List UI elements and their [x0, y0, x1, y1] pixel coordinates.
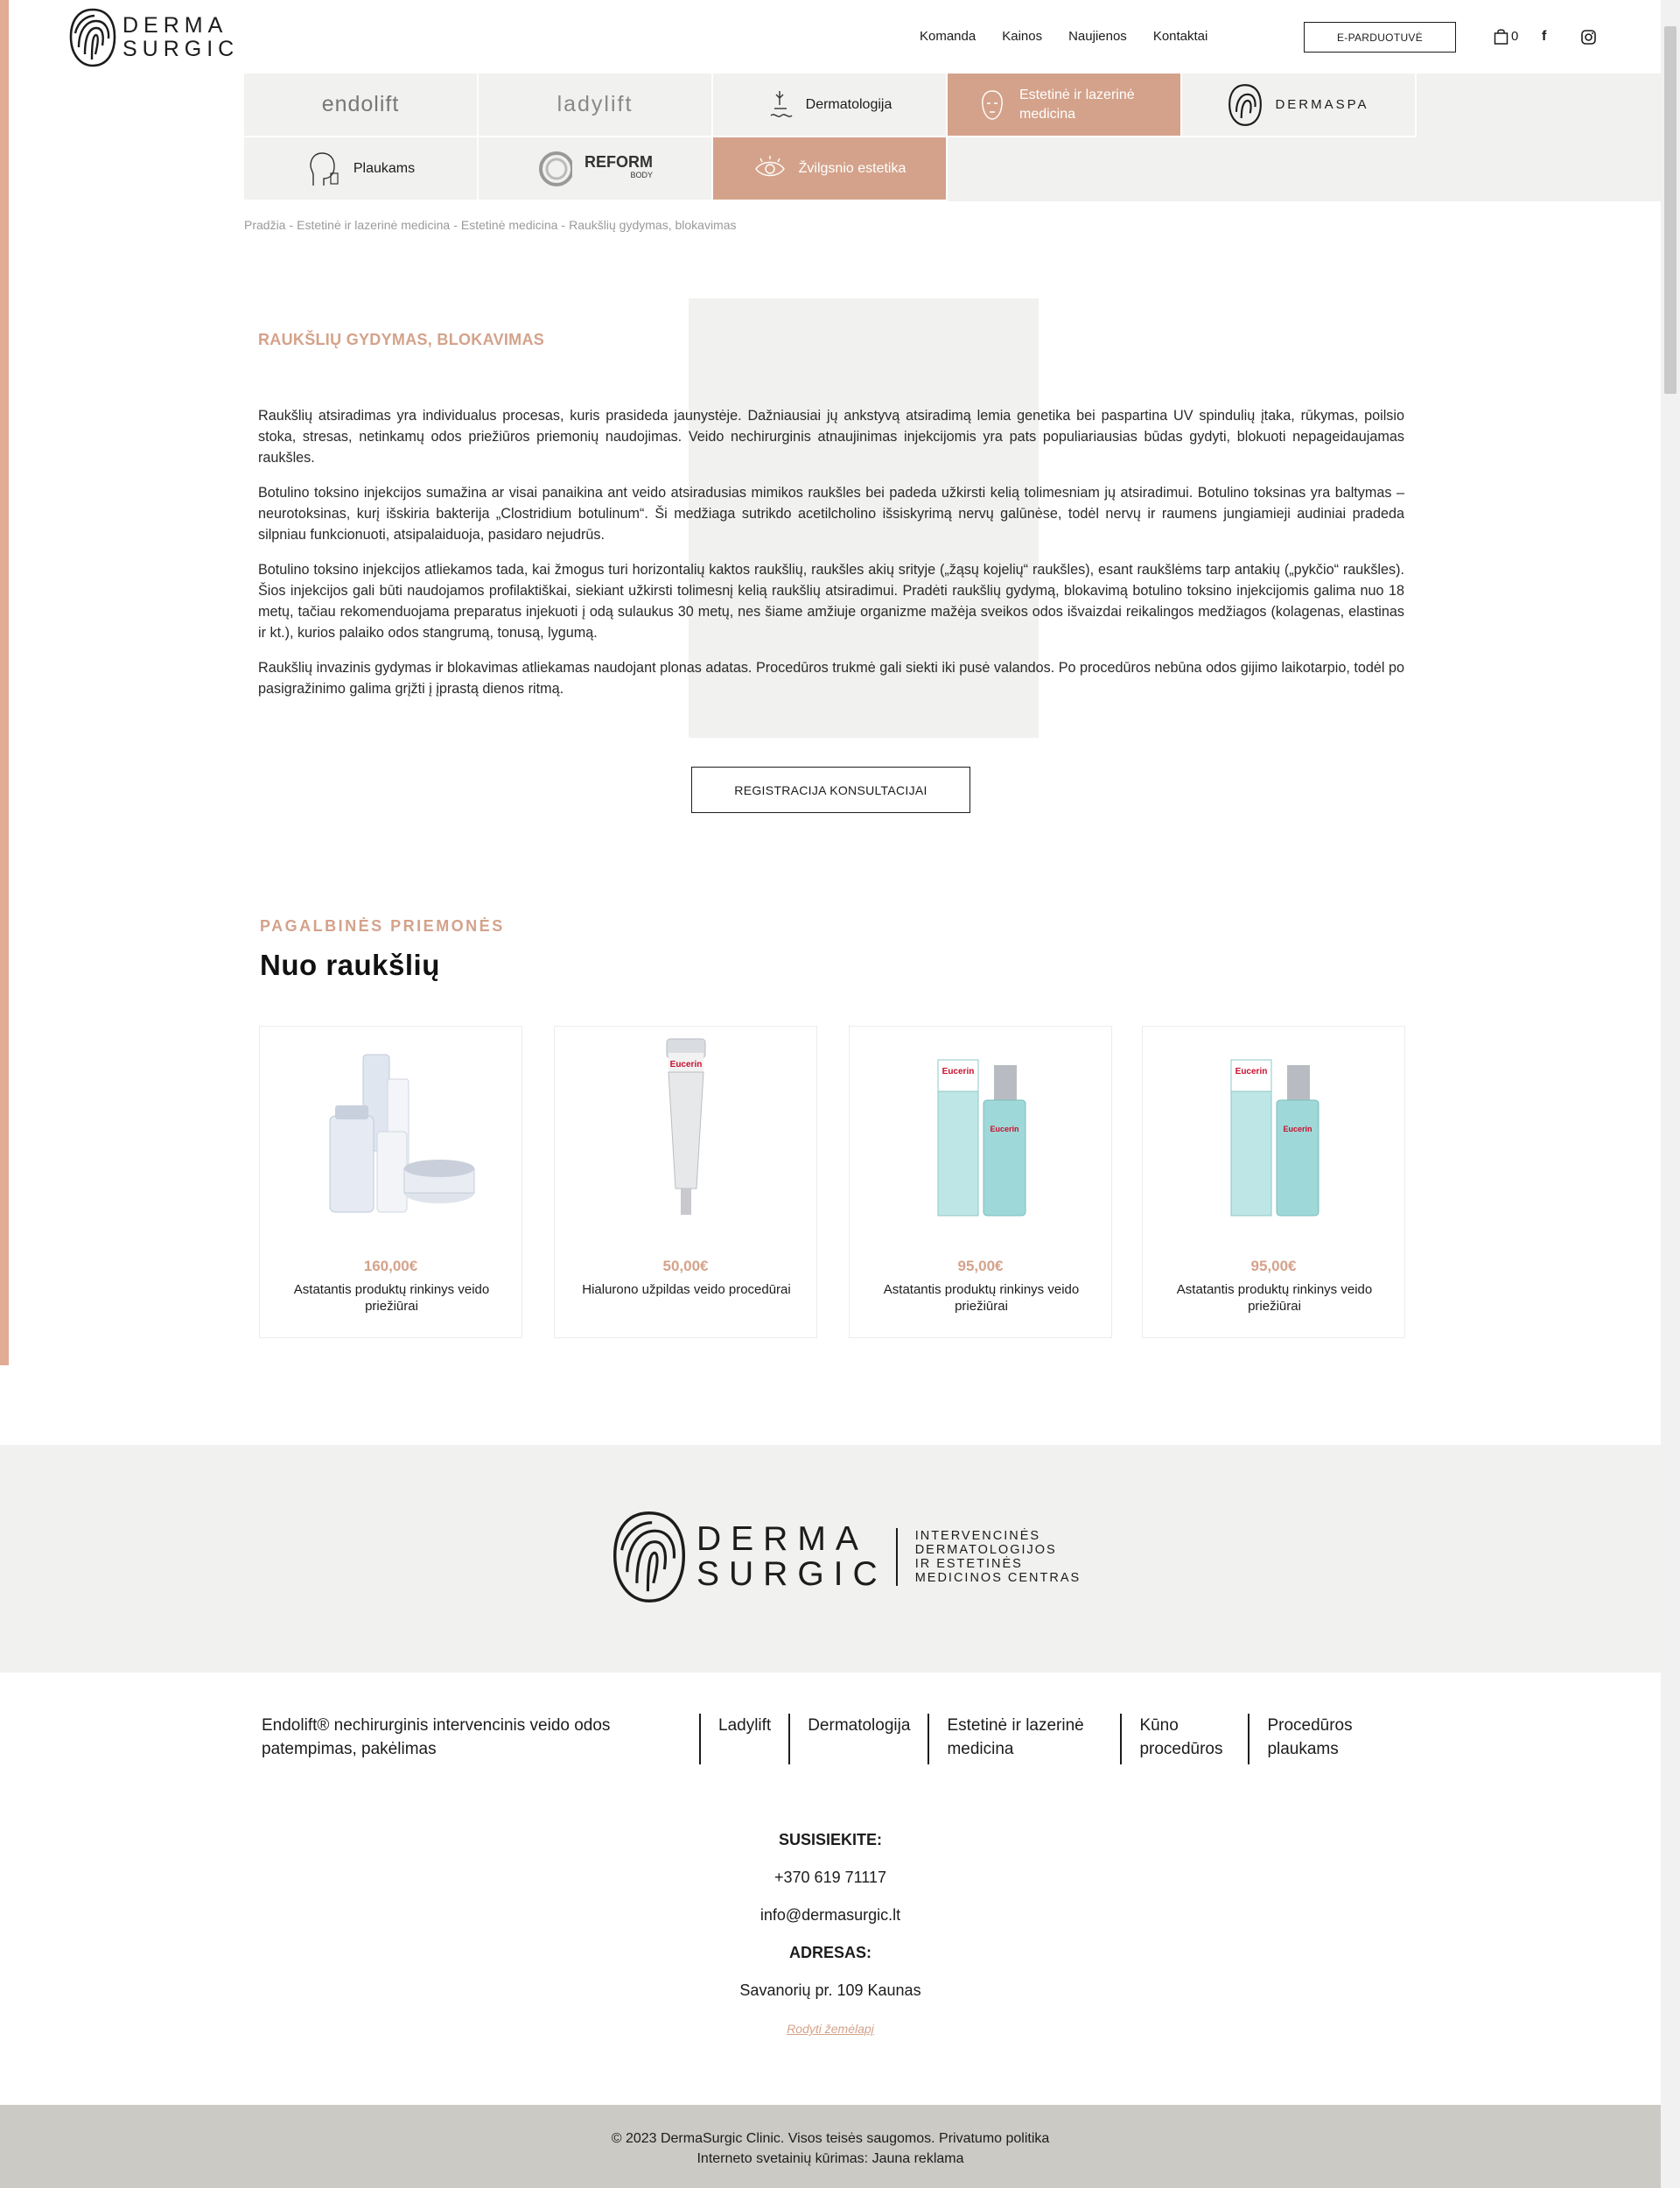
nav-kainos[interactable]: Kainos [1002, 29, 1043, 44]
left-accent-bar [0, 0, 9, 1365]
contact-block [0, 1829, 1661, 2055]
breadcrumb: Pradžia - Estetinė ir lazerinė medicina - Estetinė medicina - Raukšlių gydymas, blokavimas [244, 218, 737, 232]
product-price: 160,00€ [363, 1258, 418, 1274]
category-label: Žvilgsnio estetika [798, 160, 906, 176]
product-name: Astatantis produktų rinkinys veido priežiūrai [1176, 1282, 1373, 1314]
address-label: ADRESAS: [788, 1944, 872, 1961]
face-laser-icon [977, 88, 1007, 123]
contact-label: SUSISIEKITE: [778, 1831, 883, 1848]
tagline-line: MEDICINOS CENTRAS [914, 1571, 1082, 1585]
footer-tagline [915, 1529, 1082, 1585]
category-dermaspa[interactable] [1182, 74, 1417, 137]
breadcrumb-current: Raukšlių gydymas, blokavimas [569, 218, 737, 232]
reform-label: REFORM [584, 152, 653, 171]
product-card[interactable] [554, 1026, 817, 1338]
credits-link[interactable]: Interneto svetainių kūrimas: Jauna reklama [696, 2151, 964, 2166]
breadcrumb-home[interactable]: Pradžia [244, 218, 286, 232]
section-title: Nuo raukšlių [260, 949, 440, 981]
category-zvilgsnio-estetika[interactable] [713, 137, 948, 201]
footer-logo-line-2: SURGIC [696, 1555, 887, 1593]
shopping-bag-icon [1494, 28, 1508, 45]
consultation-registration-button[interactable]: REGISTRACIJA KONSULTACIJAI [691, 767, 970, 813]
product-name: Astatantis produktų rinkinys veido priežiūrai [293, 1282, 490, 1314]
reform-sublabel: BODY [630, 170, 653, 179]
footer-link-dermatologija[interactable]: Dermatologija [788, 1714, 928, 1764]
breadcrumb-estetine-medicina[interactable]: Estetinė medicina [460, 218, 558, 232]
article-body [258, 405, 1404, 713]
copyright-bar [0, 2105, 1661, 2188]
tagline-line: INTERVENCINĖS [914, 1529, 1041, 1543]
nav-komanda[interactable]: Komanda [920, 29, 976, 44]
reform-ring-icon [537, 148, 572, 190]
logo-divider [896, 1528, 898, 1586]
category-endolift[interactable] [244, 74, 479, 137]
category-plaukams[interactable] [244, 137, 479, 201]
logo-line-1: DERMA [122, 13, 228, 38]
product-image [1143, 1044, 1404, 1219]
category-label: Plaukams [353, 160, 416, 176]
eucerin-tube-image [651, 1035, 721, 1219]
email-link[interactable]: info@dermasurgic.lt [760, 1906, 901, 1924]
product-name: Hialurono užpildas veido procedūrai [582, 1282, 791, 1297]
product-price: 50,00€ [662, 1258, 709, 1274]
show-map-link[interactable]: Rodyti žemėlapį [787, 2022, 874, 2036]
cart-button[interactable] [1494, 28, 1518, 45]
logo-line-2: SURGIC [122, 37, 240, 61]
hair-head-icon [306, 151, 341, 187]
footer-link-ladylift[interactable]: Ladylift [699, 1714, 788, 1764]
svg-text:Eucerin: Eucerin [669, 1060, 702, 1069]
svg-text:Eucerin: Eucerin [1235, 1067, 1267, 1076]
product-image [260, 1044, 522, 1219]
product-card[interactable] [1142, 1026, 1405, 1338]
category-menu [244, 74, 1662, 201]
article-paragraph: Botulino toksino injekcijos sumažina ar visai panaikina ant veido atsiradusias mimikos raukšles bei padeda užkirsti kelią tolimesniam jų atsiradimui. Botulino toksinas yra baltymas – neurotoksinas, kurį išskiria bakterija „Clostridium botulinum“. Ši medžiaga sutrikdo acetilcholino išsiskyrimą nervų galūnėse, todėl nervų ir raumens jungiamieji audiniai pradeda silpniau funkcionuoti, atsipalaiduoja, pasidaro nejudrūs. [258, 485, 1404, 543]
product-price: 95,00€ [957, 1258, 1004, 1274]
category-ladylift[interactable] [479, 74, 713, 137]
copyright-text: © 2023 DermaSurgic Clinic. Visos teisės saugomos. Privatumo politika [611, 2131, 1050, 2146]
svg-text:Eucerin: Eucerin [989, 1125, 1019, 1133]
eucerin-serum-set-image [1226, 1053, 1322, 1219]
footer-link-estetine-lazerine[interactable]: Estetinė ir lazerinė medicina [928, 1714, 1120, 1764]
product-name: Astatantis produktų rinkinys veido priežiūrai [883, 1282, 1080, 1314]
category-label: Dermatologija [805, 96, 892, 112]
fingerprint-logo-icon [611, 1507, 688, 1607]
main-nav [920, 29, 1208, 44]
footer-link-proceduros-plaukams[interactable]: Procedūros plaukams [1248, 1714, 1370, 1764]
eucerin-serum-set-image [933, 1053, 1029, 1219]
dermaspa-brand-logo: DERMASPA [1275, 97, 1369, 112]
product-image [555, 1044, 816, 1219]
category-reform-body[interactable] [479, 137, 713, 201]
reform-brand-logo [584, 152, 653, 182]
eye-icon [753, 154, 787, 184]
nav-naujienos[interactable]: Naujienos [1068, 29, 1127, 44]
category-label: Estetinė ir lazerinė medicina [1019, 87, 1135, 122]
svg-text:Eucerin: Eucerin [942, 1067, 974, 1076]
footer-logo-line-1: DERMA [696, 1520, 868, 1558]
footer-logo[interactable] [611, 1507, 1081, 1607]
footer-logo-text [696, 1522, 887, 1592]
address-text: Savanorių pr. 109 Kaunas [739, 1981, 921, 1999]
skin-layers-icon [767, 89, 794, 121]
svg-text:Eucerin: Eucerin [1282, 1125, 1312, 1133]
category-estetine-lazerine[interactable] [948, 74, 1182, 137]
facebook-icon[interactable]: f [1542, 29, 1547, 44]
tagline-line: IR ESTETINĖS [914, 1557, 1023, 1571]
site-logo[interactable] [68, 7, 239, 68]
instagram-icon[interactable] [1581, 30, 1596, 49]
phone-link[interactable]: +370 619 71117 [774, 1869, 886, 1886]
logo-text [122, 14, 239, 61]
footer-link-kuno-proceduros[interactable]: Kūno procedūros [1120, 1714, 1248, 1764]
tagline-line: DERMATOLOGIJOS [914, 1543, 1057, 1557]
article-paragraph: Raukšlių atsiradimas yra individualus procesas, kuris prasideda jaunystėje. Dažniausiai jų ankstyvą atsiradimą lemia genetika bei paspartina UV spindulių įtaka, rūkymas, poilsio stoka, stresas, netinkamų odos priežiūros priemonių naudojimas. Veido nechirurginis atnaujinimas injekcijomis yra pats populiariausias būdas gydyti, blokuoti nepageidaujamas raukšles. [258, 408, 1404, 466]
artistry-set-image [304, 1053, 479, 1219]
article-paragraph: Botulino toksino injekcijos atliekamos tada, kai žmogus turi horizontalių kaktos raukšlių, raukšles akių srityje („žąsų kojelių“ raukšles), esant raukšlėms tarp antakių („pykčio“ raukšles). Šios injekcijos gali būti naudojamos profilaktiškai, siekiant užkirsti tolimesnį kelią raukšlių atsiradimui. Pradėti raukšlių gydymą, blokavimą botulino toksino injekcijomis galima nuo 18 metų, tačiau rekomenduojama preparatus injekuoti į odą sulaukus 30 metų, nes šiame amžiuje organizme mažėja sveikos odos išvaizdai reikalingos medžiagos (kolagenas, elastinas ir kt.), kurios palaiko odos stangrumą, tonusą, lygumą. [258, 562, 1404, 641]
article-paragraph: Raukšlių invazinis gydymas ir blokavimas atliekamas naudojant plonas adatas. Procedūros trukmė gali siekti iki pusė valandos. Po procedūros nebūna odos gijimo laikotarpio, todėl po pasigražinimo galima grįžti į įprastą dienos ritmą. [258, 660, 1404, 697]
cart-count: 0 [1511, 29, 1519, 44]
product-image [850, 1044, 1111, 1219]
footer-link-endolift[interactable]: Endolift® nechirurginis intervencinis veido odos patempimas, pakėlimas [262, 1716, 611, 1758]
scrollbar[interactable] [1661, 0, 1680, 2188]
e-shop-button[interactable]: E-PARDUOTUVĖ [1304, 22, 1456, 53]
endolift-brand-logo: endolift [321, 92, 400, 116]
nav-kontaktai[interactable]: Kontaktai [1152, 29, 1208, 44]
section-subtitle: PAGALBINĖS PRIEMONĖS [260, 917, 505, 935]
page-title: RAUKŠLIŲ GYDYMAS, BLOKAVIMAS [258, 331, 545, 348]
footer-links [262, 1714, 1370, 1764]
fingerprint-logo-icon [1228, 82, 1263, 128]
breadcrumb-estetine-lazerine[interactable]: Estetinė ir lazerinė medicina [297, 218, 451, 232]
product-price: 95,00€ [1250, 1258, 1297, 1274]
category-dermatologija[interactable] [713, 74, 948, 137]
ladylift-brand-logo: ladylift [556, 92, 634, 116]
product-card[interactable] [849, 1026, 1112, 1338]
scrollbar-thumb[interactable] [1664, 26, 1676, 394]
fingerprint-logo-icon [68, 7, 117, 68]
product-card[interactable] [259, 1026, 522, 1338]
